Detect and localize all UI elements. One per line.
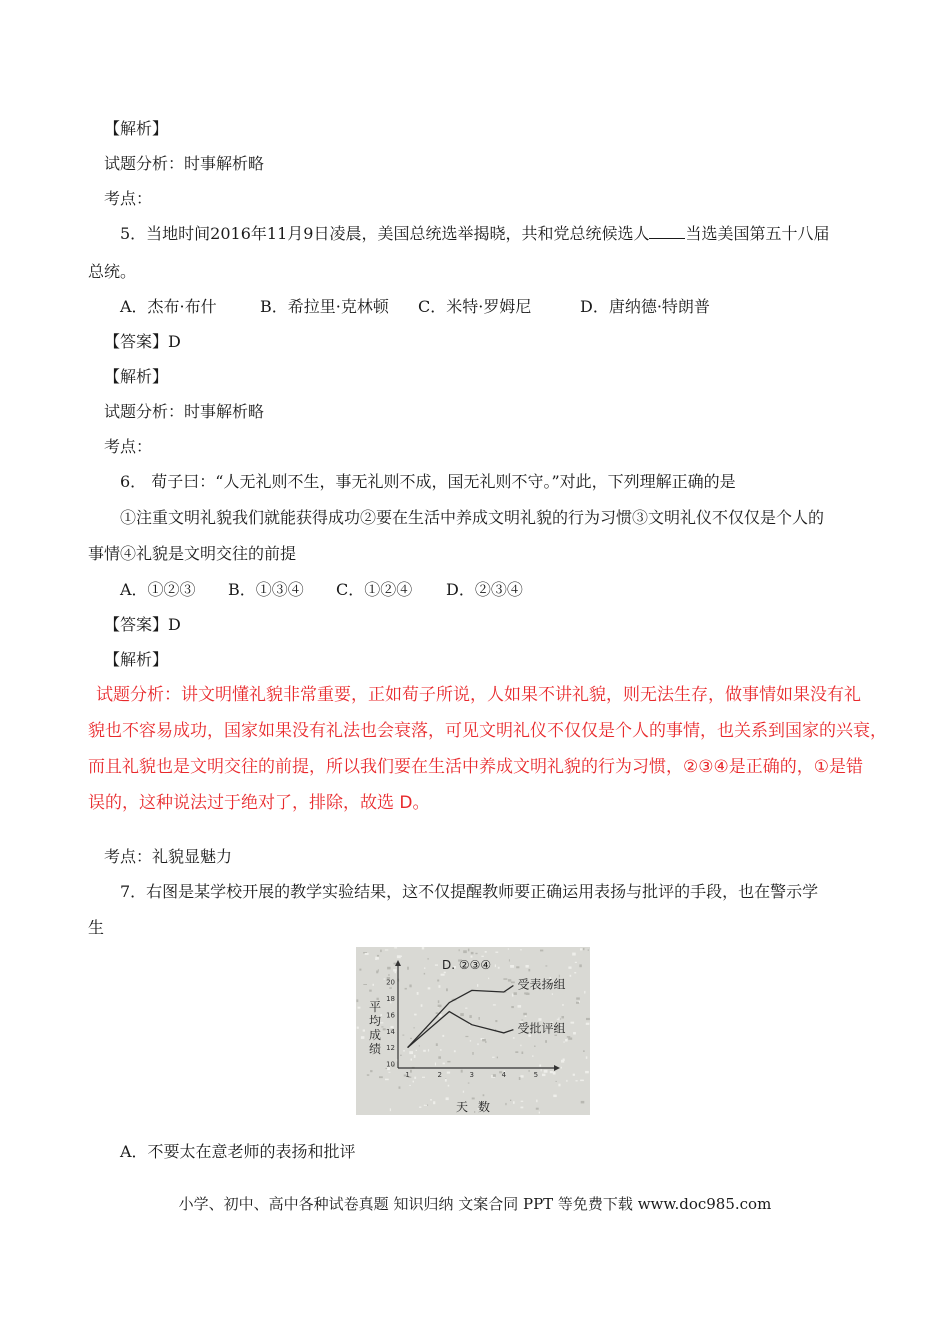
x-axis-arrow bbox=[554, 1065, 560, 1071]
scan-speck bbox=[521, 1101, 524, 1102]
scan-speck bbox=[472, 1052, 473, 1055]
scan-speck bbox=[388, 974, 389, 976]
scan-speck bbox=[557, 1019, 559, 1020]
q7-stem-line1: 7．右图是某学校开展的教学实验结果，这不仅提醒教师要正确运用表扬与批评的手段，也在警示学 bbox=[120, 882, 819, 901]
scan-speck bbox=[369, 990, 372, 992]
scan-speck bbox=[445, 1079, 447, 1082]
scan-speck bbox=[435, 964, 438, 965]
scan-speck bbox=[536, 1100, 537, 1103]
scan-speck bbox=[505, 1103, 506, 1105]
scan-speck bbox=[518, 1005, 522, 1008]
scan-speck bbox=[465, 1036, 468, 1037]
x-tick-label: 1 bbox=[405, 1071, 410, 1079]
scan-speck bbox=[361, 1036, 365, 1039]
q6-analysis-line-3: 而且礼貌也是文明交往的前提，所以我们要在生活中养成文明礼貌的行为习惯，②③④是正确的，①是错 bbox=[88, 757, 863, 777]
scan-speck bbox=[562, 1004, 564, 1006]
scan-speck bbox=[428, 987, 431, 989]
scan-speck bbox=[357, 1027, 359, 1029]
overlay-text: D. ②③④ bbox=[442, 958, 492, 972]
scan-speck bbox=[439, 985, 441, 988]
y-axis-label-char: 平 bbox=[369, 1000, 382, 1014]
scan-speck bbox=[508, 948, 509, 949]
q5-option-a: A．杰布·布什 bbox=[120, 297, 217, 316]
scan-speck bbox=[438, 1005, 442, 1008]
scan-speck bbox=[586, 1056, 588, 1058]
q6-analysis-line-1: 试题分析：讲文明懂礼貌非常重要，正如荀子所说，人如果不讲礼貌，则无法生存，做事情如果没有礼 bbox=[96, 685, 861, 705]
scan-speck bbox=[495, 952, 498, 953]
y-axis-label-char: 成 bbox=[369, 1028, 382, 1042]
y-tick-label: 14 bbox=[386, 1027, 395, 1036]
x-axis-label: 天数 bbox=[456, 1100, 501, 1114]
scan-speck bbox=[399, 1086, 401, 1088]
scan-speck bbox=[571, 1022, 575, 1024]
scan-speck bbox=[558, 1084, 560, 1087]
scan-speck bbox=[414, 1014, 417, 1016]
q6-answer: 【答案】D bbox=[104, 615, 181, 634]
scan-speck bbox=[580, 948, 582, 950]
q5-analysis-heading: 【解析】 bbox=[104, 367, 169, 386]
q5-stem-part1: 5．当地时间2016年11月9日凌晨，美国总统选举揭晓，共和党总统候选人 bbox=[120, 224, 650, 243]
scan-speck bbox=[460, 1013, 464, 1016]
scan-speck bbox=[523, 1013, 527, 1016]
scan-speck bbox=[393, 969, 396, 971]
q6-option-a: A．①②③ bbox=[120, 580, 196, 599]
scan-speck bbox=[410, 1038, 412, 1039]
q5-analysis-text: 试题分析：时事解析略 bbox=[104, 402, 265, 421]
scan-speck bbox=[513, 1037, 515, 1039]
scan-speck bbox=[567, 1036, 571, 1038]
scan-speck bbox=[387, 967, 391, 970]
scan-speck bbox=[428, 958, 429, 960]
scan-speck bbox=[365, 953, 369, 955]
scan-speck bbox=[428, 1049, 429, 1051]
scan-speck bbox=[503, 978, 507, 980]
scan-speck bbox=[409, 1085, 411, 1086]
scan-speck bbox=[441, 974, 445, 976]
scan-speck bbox=[482, 1039, 486, 1042]
scan-speck bbox=[525, 1015, 527, 1017]
scan-speck bbox=[463, 1091, 464, 1093]
scan-speck bbox=[411, 1059, 413, 1061]
scan-speck bbox=[495, 1020, 497, 1022]
scan-speck bbox=[570, 975, 572, 977]
scan-speck bbox=[536, 1108, 539, 1110]
scan-speck bbox=[511, 1006, 514, 1008]
scan-speck bbox=[394, 963, 397, 965]
kaodian-label: 考点： bbox=[104, 189, 153, 208]
series-label: 受表扬组 bbox=[517, 977, 566, 992]
scan-speck bbox=[576, 1002, 579, 1004]
q6-option-c: C．①②④ bbox=[336, 580, 413, 599]
y-tick-label: 16 bbox=[386, 1011, 395, 1020]
scan-speck bbox=[510, 1100, 511, 1101]
scan-speck bbox=[461, 1070, 463, 1073]
scan-speck bbox=[414, 1077, 416, 1079]
scan-speck bbox=[437, 980, 439, 982]
scan-speck bbox=[442, 1035, 444, 1037]
y-tick-label: 10 bbox=[386, 1060, 395, 1069]
series-line bbox=[408, 986, 514, 1048]
x-tick-label: 3 bbox=[469, 1071, 474, 1079]
q5-stem bbox=[120, 223, 829, 245]
scan-speck bbox=[430, 1099, 432, 1101]
scan-speck bbox=[481, 956, 483, 957]
scan-speck bbox=[463, 950, 467, 953]
scan-speck bbox=[563, 1041, 564, 1042]
scan-speck bbox=[410, 1070, 412, 1073]
scan-speck bbox=[585, 1071, 589, 1073]
scan-speck bbox=[586, 1023, 590, 1025]
scan-speck bbox=[528, 969, 530, 972]
q5-option-b: B．希拉里·克林顿 bbox=[260, 297, 389, 316]
scan-speck bbox=[520, 1045, 521, 1047]
series-label: 受批评组 bbox=[517, 1021, 566, 1036]
scan-speck bbox=[583, 1050, 585, 1052]
scan-speck bbox=[560, 1018, 561, 1019]
scan-speck bbox=[471, 952, 474, 954]
scan-speck bbox=[468, 1083, 470, 1084]
scan-speck bbox=[497, 1057, 498, 1059]
scan-speck bbox=[381, 1026, 383, 1027]
scan-speck bbox=[492, 1057, 495, 1058]
scan-speck bbox=[363, 984, 367, 985]
scan-speck bbox=[572, 953, 576, 956]
scan-speck bbox=[446, 1097, 449, 1100]
q6-stem: 6． 荀子曰：“人无礼则不生，事无礼则不成，国无礼则不守。”对此，下列理解正确的是 bbox=[120, 472, 736, 491]
scan-speck bbox=[388, 1072, 390, 1073]
q5-answer: 【答案】D bbox=[104, 332, 181, 351]
scan-speck bbox=[566, 1080, 567, 1082]
scan-speck bbox=[403, 1050, 404, 1052]
scan-speck bbox=[580, 1080, 584, 1082]
scan-speck bbox=[524, 992, 528, 994]
scan-speck bbox=[356, 999, 358, 1002]
y-axis-label-char: 绩 bbox=[369, 1042, 382, 1056]
scan-speck bbox=[574, 972, 576, 973]
scan-speck bbox=[422, 1077, 425, 1078]
scan-speck bbox=[573, 1032, 576, 1035]
scan-speck bbox=[561, 1060, 564, 1063]
q5-kaodian: 考点： bbox=[104, 437, 153, 456]
q6-kaodian: 考点：礼貌显魅力 bbox=[104, 847, 233, 866]
scan-speck bbox=[575, 962, 577, 963]
x-tick-label: 4 bbox=[501, 1071, 507, 1079]
scan-speck bbox=[545, 1040, 547, 1043]
scan-speck bbox=[370, 1070, 372, 1072]
scan-speck bbox=[398, 956, 402, 957]
scan-speck bbox=[436, 1012, 439, 1014]
scan-speck bbox=[568, 967, 571, 969]
scan-speck bbox=[454, 1050, 456, 1052]
scan-speck bbox=[586, 1018, 590, 1020]
scan-speck bbox=[510, 965, 514, 968]
scan-speck bbox=[583, 948, 584, 950]
q6-analysis-line-4: 误的，这种说法过于绝对了，排除，故选 D。 bbox=[88, 793, 430, 813]
scan-speck bbox=[390, 1108, 391, 1111]
scan-speck bbox=[544, 1070, 548, 1073]
scan-speck bbox=[358, 1007, 361, 1009]
scan-speck bbox=[483, 1094, 485, 1096]
x-tick-label: 5 bbox=[533, 1071, 539, 1079]
scan-speck bbox=[519, 1077, 521, 1080]
scan-speck bbox=[493, 1004, 496, 1005]
scan-speck bbox=[385, 1079, 389, 1081]
scan-speck bbox=[509, 959, 510, 961]
scan-speck bbox=[521, 1107, 524, 1109]
analysis-heading: 【解析】 bbox=[104, 119, 169, 138]
scan-speck bbox=[422, 947, 424, 949]
scan-speck bbox=[424, 968, 425, 969]
scan-speck bbox=[438, 1056, 441, 1059]
scan-speck bbox=[385, 950, 388, 951]
scan-speck bbox=[409, 1051, 413, 1054]
scan-speck bbox=[416, 1050, 417, 1051]
scan-speck bbox=[562, 1016, 565, 1018]
scan-speck bbox=[552, 993, 553, 995]
q6-statements-line2: 事情④礼貌是文明交往的前提 bbox=[88, 544, 297, 563]
scan-speck bbox=[538, 1018, 541, 1021]
scan-speck bbox=[485, 951, 487, 953]
scan-speck bbox=[493, 1074, 496, 1077]
scan-speck bbox=[542, 1074, 545, 1076]
scan-speck bbox=[389, 987, 392, 989]
scan-speck bbox=[413, 1081, 414, 1083]
scan-speck bbox=[359, 969, 361, 971]
scan-speck bbox=[561, 1067, 562, 1069]
scan-speck bbox=[576, 1080, 578, 1081]
scan-speck bbox=[520, 949, 522, 950]
scan-speck bbox=[436, 1043, 438, 1046]
scan-speck bbox=[526, 965, 529, 968]
scan-speck bbox=[584, 991, 585, 994]
q7-line-chart bbox=[356, 947, 590, 1115]
y-tick-label: 12 bbox=[386, 1044, 395, 1053]
scan-speck bbox=[495, 965, 496, 968]
scan-speck bbox=[512, 994, 514, 997]
scan-speck bbox=[477, 984, 478, 987]
scan-speck bbox=[521, 1020, 523, 1021]
scan-speck bbox=[488, 978, 489, 979]
q5-blank bbox=[649, 224, 685, 239]
scan-speck bbox=[568, 1038, 572, 1040]
q5-option-c: C．米特·罗姆尼 bbox=[418, 297, 532, 316]
scan-speck bbox=[433, 1101, 435, 1104]
y-tick-label: 20 bbox=[386, 978, 395, 987]
scan-speck bbox=[468, 949, 470, 952]
scan-speck bbox=[520, 1075, 523, 1077]
scan-speck bbox=[378, 969, 379, 972]
scan-speck bbox=[475, 953, 477, 954]
q6-statements-line1: ①注重文明礼貌我们就能获得成功②要在生活中养成文明礼貌的行为习惯③文明礼仪不仅仅是个人的 bbox=[120, 508, 825, 527]
scan-speck bbox=[515, 1051, 518, 1053]
scan-speck bbox=[421, 1004, 423, 1007]
scan-speck bbox=[498, 967, 500, 969]
scan-speck bbox=[528, 1070, 530, 1071]
scan-speck bbox=[435, 1063, 436, 1066]
scan-speck bbox=[419, 1045, 420, 1047]
scan-speck bbox=[446, 988, 448, 991]
scan-speck bbox=[447, 1072, 450, 1074]
scan-speck bbox=[402, 1035, 404, 1036]
q6-option-d: D．②③④ bbox=[446, 580, 523, 599]
scan-speck bbox=[534, 1046, 535, 1048]
scan-speck bbox=[541, 1069, 542, 1071]
scan-speck bbox=[514, 992, 517, 995]
scan-speck bbox=[573, 1074, 575, 1076]
scan-speck bbox=[553, 1095, 556, 1098]
scan-speck bbox=[532, 1055, 533, 1056]
q6-option-b: B．①③④ bbox=[228, 580, 304, 599]
scan-speck bbox=[367, 1074, 370, 1076]
scan-speck bbox=[414, 1055, 416, 1058]
y-tick-label: 18 bbox=[386, 995, 395, 1004]
q5-option-d: D．唐纳德·特朗普 bbox=[580, 297, 710, 316]
scan-speck bbox=[424, 1105, 427, 1106]
scan-speck bbox=[459, 949, 460, 951]
scan-speck bbox=[469, 1015, 471, 1018]
scan-speck bbox=[581, 1101, 585, 1104]
scan-speck bbox=[379, 1076, 383, 1078]
q6-analysis-line-2: 貌也不容易成功，国家如果没有礼法也会衰落，可见文明礼仪不仅仅是个人的事情，也关系到国家的兴衰， bbox=[88, 721, 887, 741]
scan-speck bbox=[448, 1085, 450, 1087]
q7-chart-figure bbox=[356, 947, 590, 1115]
scan-speck bbox=[419, 1107, 421, 1108]
q5-stem-part2: 当选美国第五十八届 bbox=[685, 224, 830, 243]
scan-speck bbox=[447, 1061, 450, 1063]
scan-speck bbox=[440, 1049, 441, 1051]
scan-speck bbox=[565, 1039, 568, 1042]
x-tick-label: 2 bbox=[437, 1071, 442, 1079]
scan-speck bbox=[513, 1101, 515, 1104]
scan-speck bbox=[394, 947, 397, 948]
scan-speck bbox=[508, 979, 511, 981]
scan-speck bbox=[522, 1052, 524, 1055]
q5-stem-line2: 总统。 bbox=[88, 262, 137, 281]
q6-analysis-heading: 【解析】 bbox=[104, 650, 169, 669]
scan-speck bbox=[405, 988, 407, 990]
scan-speck bbox=[511, 982, 515, 984]
scan-speck bbox=[540, 950, 543, 952]
page-footer: 小学、初中、高中各种试卷真题 知识归纳 文案合同 PPT 等免费下载 www.doc985.com bbox=[178, 1195, 772, 1213]
scan-speck bbox=[407, 967, 409, 970]
scan-speck bbox=[470, 1040, 471, 1042]
scan-speck bbox=[400, 1055, 402, 1056]
scan-speck bbox=[363, 1030, 365, 1032]
scan-speck bbox=[579, 964, 582, 967]
scan-speck bbox=[465, 1008, 467, 1009]
q7-option-a: A．不要太在意老师的表扬和批评 bbox=[120, 1142, 356, 1161]
scan-speck bbox=[373, 984, 375, 986]
scan-speck bbox=[380, 950, 382, 953]
scan-speck bbox=[556, 1081, 557, 1082]
scan-speck bbox=[438, 1000, 440, 1003]
scan-speck bbox=[545, 965, 547, 966]
scan-speck bbox=[409, 985, 411, 988]
scan-speck bbox=[395, 972, 397, 974]
scan-speck bbox=[424, 973, 425, 975]
scan-speck bbox=[550, 1071, 553, 1073]
q7-stem-line2: 生 bbox=[88, 918, 105, 937]
y-axis-label-char: 均 bbox=[369, 1014, 382, 1028]
scan-speck bbox=[516, 966, 519, 968]
scan-speck bbox=[414, 1027, 415, 1028]
scan-speck bbox=[417, 992, 419, 995]
scan-speck bbox=[553, 1072, 556, 1075]
scan-speck bbox=[588, 949, 589, 951]
scan-speck bbox=[375, 957, 379, 960]
scan-speck bbox=[423, 1050, 426, 1052]
scan-speck bbox=[539, 1112, 540, 1114]
analysis-text: 试题分析：时事解析略 bbox=[104, 154, 265, 173]
scan-speck bbox=[539, 1065, 541, 1067]
scan-speck bbox=[477, 1043, 478, 1045]
scan-speck bbox=[576, 997, 580, 999]
scan-speck bbox=[443, 1063, 445, 1065]
scan-speck bbox=[479, 1017, 480, 1020]
